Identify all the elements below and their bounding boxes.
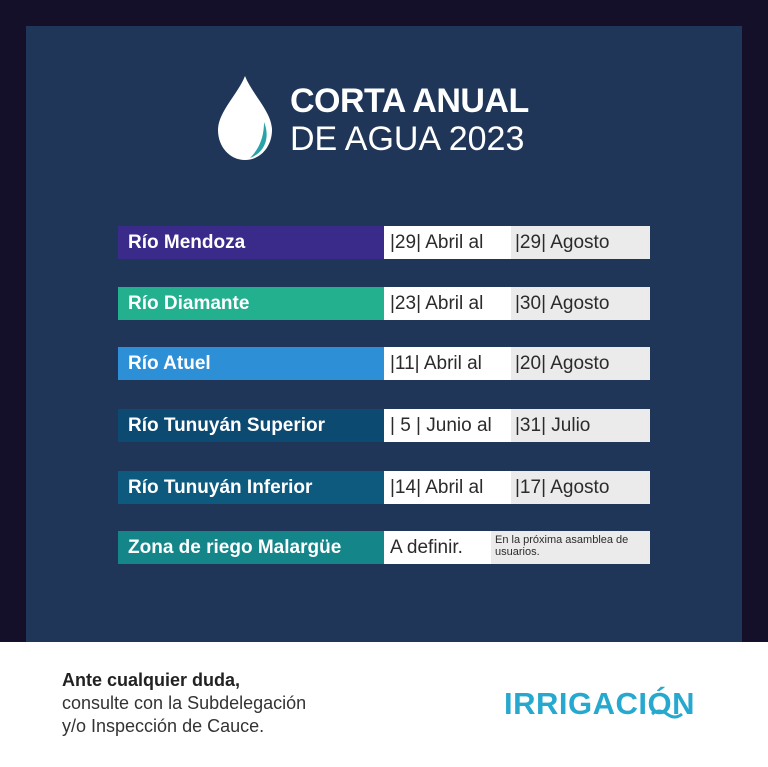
table-row [118, 531, 650, 564]
wave-icon [650, 700, 684, 720]
start-date: A definir. [384, 531, 491, 564]
footer-text-line: consulte con la Subdelegación [62, 693, 307, 713]
start-date: |14| Abril al [384, 471, 511, 504]
river-name: Río Mendoza [118, 226, 384, 259]
schedule-note: En la próxima asamblea de usuarios. [491, 531, 650, 564]
table-row [118, 226, 650, 259]
river-name: Río Diamante [118, 287, 384, 320]
river-name: Río Tunuyán Inferior [118, 471, 384, 504]
river-name: Río Tunuyán Superior [118, 409, 384, 442]
header [214, 74, 574, 164]
irrigacion-logo: IRRIGACIÓN [504, 686, 695, 721]
table-row [118, 287, 650, 320]
end-date: |20| Agosto [511, 347, 650, 380]
end-date: |29| Agosto [511, 226, 650, 259]
river-name: Río Atuel [118, 347, 384, 380]
water-drop-icon [214, 74, 276, 162]
table-row [118, 409, 650, 442]
table-row [118, 347, 650, 380]
footer [0, 642, 768, 767]
end-date: |31| Julio [511, 409, 650, 442]
page-title-line1: CORTA ANUAL [290, 82, 529, 120]
end-date: |17| Agosto [511, 471, 650, 504]
river-name: Zona de riego Malargüe [118, 531, 384, 564]
end-date: |30| Agosto [511, 287, 650, 320]
start-date: | 5 | Junio al [384, 409, 511, 442]
start-date: |11| Abril al [384, 347, 511, 380]
footer-text-line: y/o Inspección de Cauce. [62, 716, 265, 736]
start-date: |29| Abril al [384, 226, 511, 259]
start-date: |23| Abril al [384, 287, 511, 320]
footer-heading: Ante cualquier duda, [62, 670, 241, 690]
table-row [118, 471, 650, 504]
page-title-line2: DE AGUA 2023 [290, 120, 525, 158]
